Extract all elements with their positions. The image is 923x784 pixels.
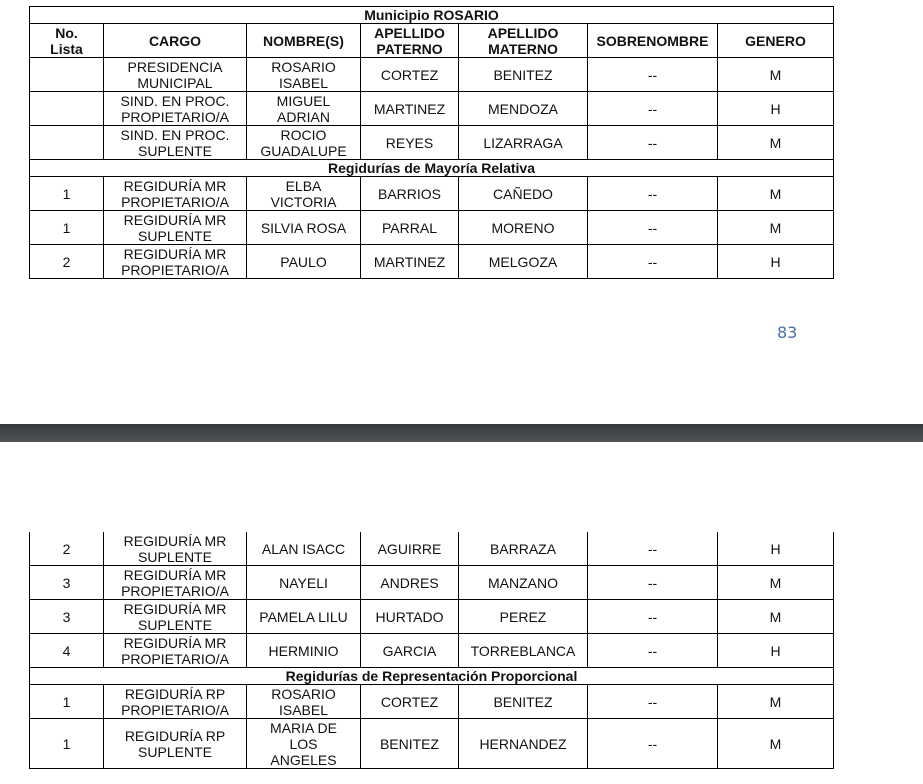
cell-apellido-paterno: REYES <box>361 126 459 160</box>
table-row <box>30 532 834 566</box>
cell-apellido-paterno: ANDRES <box>361 566 459 600</box>
cell-nombre: ROSARIO ISABEL <box>247 685 361 719</box>
cell-sobrenombre: -- <box>588 177 718 211</box>
cell-sobrenombre: -- <box>588 685 718 719</box>
table-row <box>30 58 834 92</box>
candidates-table-page-83 <box>29 6 834 279</box>
cell-genero: M <box>718 177 834 211</box>
cell-genero: M <box>718 566 834 600</box>
cell-cargo: REGIDURÍA RP PROPIETARIO/A <box>104 685 247 719</box>
cell-apellido-materno: CAÑEDO <box>459 177 588 211</box>
cell-cargo: REGIDURÍA MR PROPIETARIO/A <box>104 634 247 668</box>
cell-apellido-paterno: AGUIRRE <box>361 532 459 566</box>
cell-nombre: MARIA DE LOS ANGELES <box>247 719 361 769</box>
cell-cargo: REGIDURÍA MR PROPIETARIO/A <box>104 177 247 211</box>
cell-cargo: SIND. EN PROC. PROPIETARIO/A <box>104 92 247 126</box>
cell-apellido-materno: BENITEZ <box>459 685 588 719</box>
cell-nombre: SILVIA ROSA <box>247 211 361 245</box>
cell-sobrenombre: -- <box>588 719 718 769</box>
cell-apellido-materno: HERNANDEZ <box>459 719 588 769</box>
cell-nombre: ROSARIO ISABEL <box>247 58 361 92</box>
cell-cargo: SIND. EN PROC. SUPLENTE <box>104 126 247 160</box>
cell-apellido-materno: MANZANO <box>459 566 588 600</box>
section-mayoria-relativa: Regidurías de Mayoría Relativa <box>30 160 834 177</box>
cell-nombre: PAULO <box>247 245 361 279</box>
header-cargo: CARGO <box>104 24 247 58</box>
cell-genero: H <box>718 92 834 126</box>
cell-apellido-paterno: CORTEZ <box>361 685 459 719</box>
cell-genero: M <box>718 685 834 719</box>
candidates-table-continued <box>29 532 834 769</box>
cell-sobrenombre: -- <box>588 245 718 279</box>
cell-apellido-materno: MELGOZA <box>459 245 588 279</box>
cell-no-lista <box>30 92 104 126</box>
cell-nombre: MIGUEL ADRIAN <box>247 92 361 126</box>
cell-apellido-paterno: PARRAL <box>361 211 459 245</box>
cell-nombre: PAMELA LILU <box>247 600 361 634</box>
cell-apellido-materno: BENITEZ <box>459 58 588 92</box>
cell-genero: H <box>718 532 834 566</box>
cell-apellido-paterno: HURTADO <box>361 600 459 634</box>
municipality-title: Municipio ROSARIO <box>30 7 834 24</box>
cell-genero: M <box>718 211 834 245</box>
cell-genero: H <box>718 634 834 668</box>
header-apellido-materno: APELLIDO MATERNO <box>459 24 588 58</box>
cell-no-lista: 1 <box>30 177 104 211</box>
cell-no-lista: 1 <box>30 211 104 245</box>
cell-genero: M <box>718 719 834 769</box>
table-row <box>30 719 834 769</box>
cell-apellido-materno: BARRAZA <box>459 532 588 566</box>
cell-no-lista: 3 <box>30 600 104 634</box>
cell-apellido-paterno: BARRIOS <box>361 177 459 211</box>
cell-apellido-materno: LIZARRAGA <box>459 126 588 160</box>
cell-apellido-paterno: GARCIA <box>361 634 459 668</box>
cell-nombre: NAYELI <box>247 566 361 600</box>
cell-nombre: HERMINIO <box>247 634 361 668</box>
cell-cargo: REGIDURÍA MR SUPLENTE <box>104 211 247 245</box>
table-row <box>30 177 834 211</box>
cell-no-lista <box>30 58 104 92</box>
cell-sobrenombre: -- <box>588 92 718 126</box>
cell-sobrenombre: -- <box>588 126 718 160</box>
cell-apellido-materno: MORENO <box>459 211 588 245</box>
cell-cargo: REGIDURÍA RP SUPLENTE <box>104 719 247 769</box>
cell-no-lista: 1 <box>30 685 104 719</box>
header-sobrenombre: SOBRENOMBRE <box>588 24 718 58</box>
cell-nombre: ROCIO GUADALUPE <box>247 126 361 160</box>
cell-sobrenombre: -- <box>588 634 718 668</box>
cell-nombre: ELBA VICTORIA <box>247 177 361 211</box>
cell-cargo: REGIDURÍA MR PROPIETARIO/A <box>104 566 247 600</box>
cell-apellido-materno: MENDOZA <box>459 92 588 126</box>
cell-no-lista: 3 <box>30 566 104 600</box>
header-nombres: NOMBRE(S) <box>247 24 361 58</box>
cell-cargo: REGIDURÍA MR SUPLENTE <box>104 600 247 634</box>
cell-sobrenombre: -- <box>588 600 718 634</box>
table-row <box>30 566 834 600</box>
header-apellido-paterno: APELLIDO PATERNO <box>361 24 459 58</box>
cell-sobrenombre: -- <box>588 211 718 245</box>
table-row <box>30 600 834 634</box>
header-no-lista: No. Lista <box>30 24 104 58</box>
cell-apellido-materno: TORREBLANCA <box>459 634 588 668</box>
table-row <box>30 634 834 668</box>
table-row <box>30 685 834 719</box>
cell-apellido-paterno: BENITEZ <box>361 719 459 769</box>
cell-genero: H <box>718 245 834 279</box>
table-row <box>30 245 834 279</box>
cell-no-lista: 2 <box>30 245 104 279</box>
cell-apellido-paterno: CORTEZ <box>361 58 459 92</box>
cell-apellido-materno: PEREZ <box>459 600 588 634</box>
cell-genero: M <box>718 58 834 92</box>
cell-nombre: ALAN ISACC <box>247 532 361 566</box>
section-representacion-proporcional: Regidurías de Representación Proporcional <box>30 668 834 685</box>
cell-cargo: PRESIDENCIA MUNICIPAL <box>104 58 247 92</box>
cell-genero: M <box>718 600 834 634</box>
header-genero: GENERO <box>718 24 834 58</box>
cell-no-lista: 2 <box>30 532 104 566</box>
cell-genero: M <box>718 126 834 160</box>
cell-apellido-paterno: MARTINEZ <box>361 245 459 279</box>
cell-sobrenombre: -- <box>588 58 718 92</box>
cell-no-lista <box>30 126 104 160</box>
cell-sobrenombre: -- <box>588 532 718 566</box>
table-row <box>30 126 834 160</box>
page-separator <box>0 424 923 442</box>
cell-cargo: REGIDURÍA MR SUPLENTE <box>104 532 247 566</box>
header-row <box>30 24 834 58</box>
table-row <box>30 92 834 126</box>
page-number: 83 <box>777 323 798 342</box>
cell-apellido-paterno: MARTINEZ <box>361 92 459 126</box>
cell-cargo: REGIDURÍA MR PROPIETARIO/A <box>104 245 247 279</box>
cell-sobrenombre: -- <box>588 566 718 600</box>
cell-no-lista: 4 <box>30 634 104 668</box>
cell-no-lista: 1 <box>30 719 104 769</box>
table-row <box>30 211 834 245</box>
